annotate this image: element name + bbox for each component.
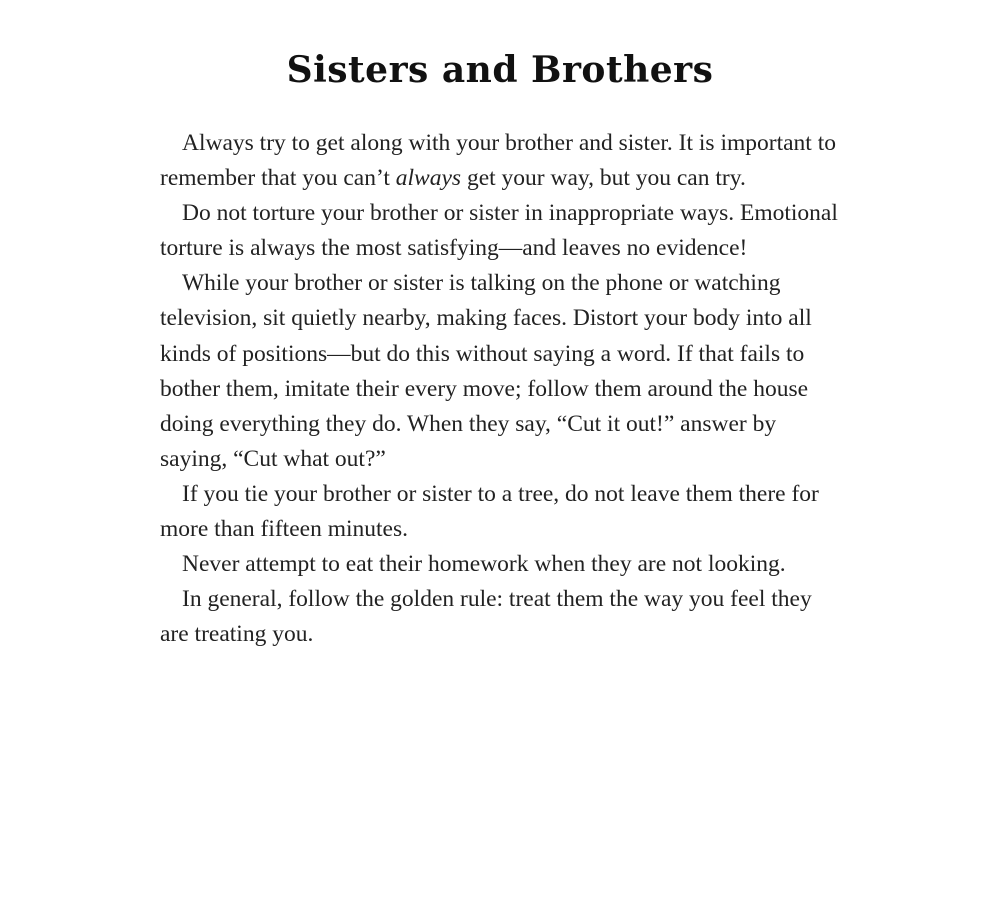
paragraph-text: Always try to get along with your brother and sister. It is important to remember that you can’t: [160, 130, 836, 192]
page-title: Sisters and Brothers: [286, 49, 714, 91]
paragraph-homework: Never attempt to eat their homework when they are not looking.: [182, 551, 786, 578]
paragraph-golden-rule: In general, follow the golden rule: treat them the way you feel they are treating you.: [160, 586, 812, 648]
paragraph-tree: If you tie your brother or sister to a tree, do not leave them there for more than fifteen minutes.: [160, 480, 819, 543]
body-text: [160, 126, 840, 652]
paragraph-get-along: [160, 126, 840, 196]
paragraph-torture: Do not torture your brother or sister in inappropriate ways. Emotional torture is always the most satisfying—and leaves no evidence!: [160, 200, 838, 262]
emphasis-text: always: [395, 165, 462, 192]
paragraph-text: get your way, but you can try.: [461, 165, 746, 192]
paragraph-making-faces: While your brother or sister is talking on the phone or watching television, sit quietly nearby, making faces. Distort your body into all kinds of positions—but do this without saying a word. If that fails to bother them, imitate their every move; follow them around the house doing everything they do. When they say, “Cut it out!” answer by saying, “Cut what out?”: [160, 270, 812, 472]
